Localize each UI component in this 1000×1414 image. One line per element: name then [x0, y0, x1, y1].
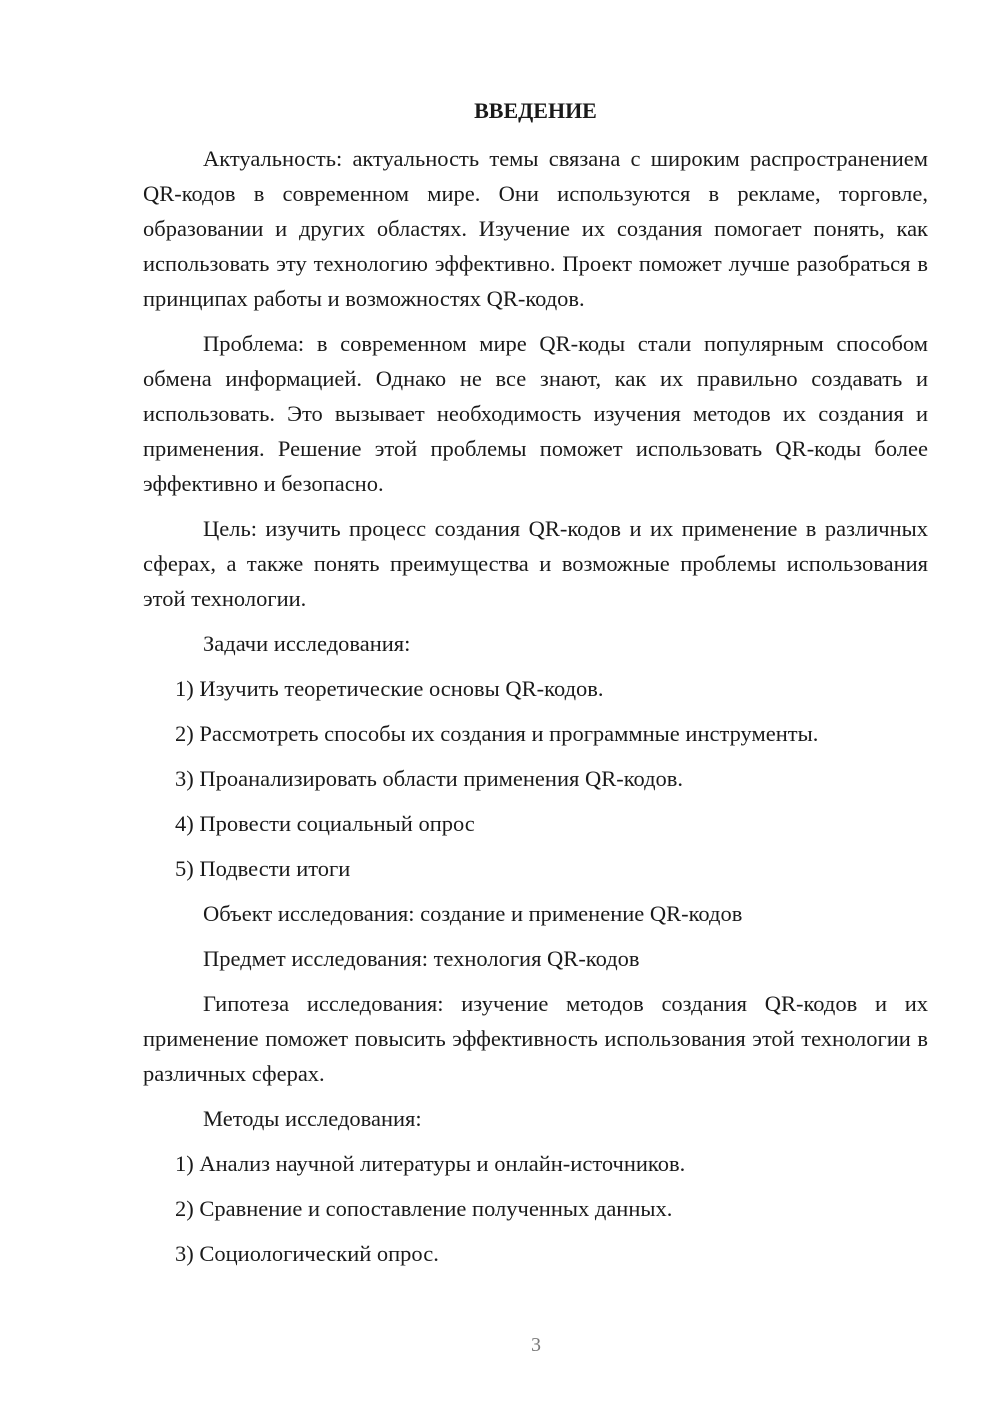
task-item-5: 5) Подвести итоги	[175, 856, 351, 881]
method-item-1: 1) Анализ научной литературы и онлайн-источников.	[175, 1151, 686, 1176]
research-subject: Предмет исследования: технология QR-кодов	[203, 946, 640, 971]
hypothesis-paragraph: Гипотеза исследования: изучение методов создания QR-кодов и их применение поможет повысить эффективность использования этой технологии в различных сферах.	[143, 991, 928, 1086]
task-item-2: 2) Рассмотреть способы их создания и программные инструменты.	[175, 721, 819, 746]
page-title: ВВЕДЕНИЕ	[474, 98, 597, 123]
task-item-3: 3) Проанализировать области применения QR-кодов.	[175, 766, 684, 791]
relevance-paragraph: Актуальность: актуальность темы связана с широким распространением QR-кодов в современном мире. Они используются в рекламе, торговле, образовании и других областях. Изучение их создания помогает понять, как использовать эту технологию эффективно. Проект поможет лучше разобраться в принципах работы и возможностях QR-кодов.	[143, 146, 928, 311]
task-item-4: 4) Провести социальный опрос	[175, 811, 475, 836]
goal-paragraph: Цель: изучить процесс создания QR-кодов и их применение в различных сферах, а также понять преимущества и возможные проблемы использования этой технологии.	[143, 516, 928, 611]
research-object: Объект исследования: создание и применение QR-кодов	[203, 901, 743, 926]
method-item-3: 3) Социологический опрос.	[175, 1241, 439, 1266]
document-page	[143, 95, 928, 1281]
methods-heading: Методы исследования:	[203, 1106, 422, 1131]
page-number: 3	[531, 1334, 541, 1356]
method-item-2: 2) Сравнение и сопоставление полученных данных.	[175, 1196, 673, 1221]
tasks-heading: Задачи исследования:	[203, 631, 411, 656]
task-item-1: 1) Изучить теоретические основы QR-кодов.	[175, 676, 604, 701]
problem-paragraph: Проблема: в современном мире QR-коды стали популярным способом обмена информацией. Однако не все знают, как их правильно создавать и использовать. Это вызывает необходимость изучения методов их создания и применения. Решение этой проблемы поможет использовать QR-коды более эффективно и безопасно.	[143, 331, 928, 496]
